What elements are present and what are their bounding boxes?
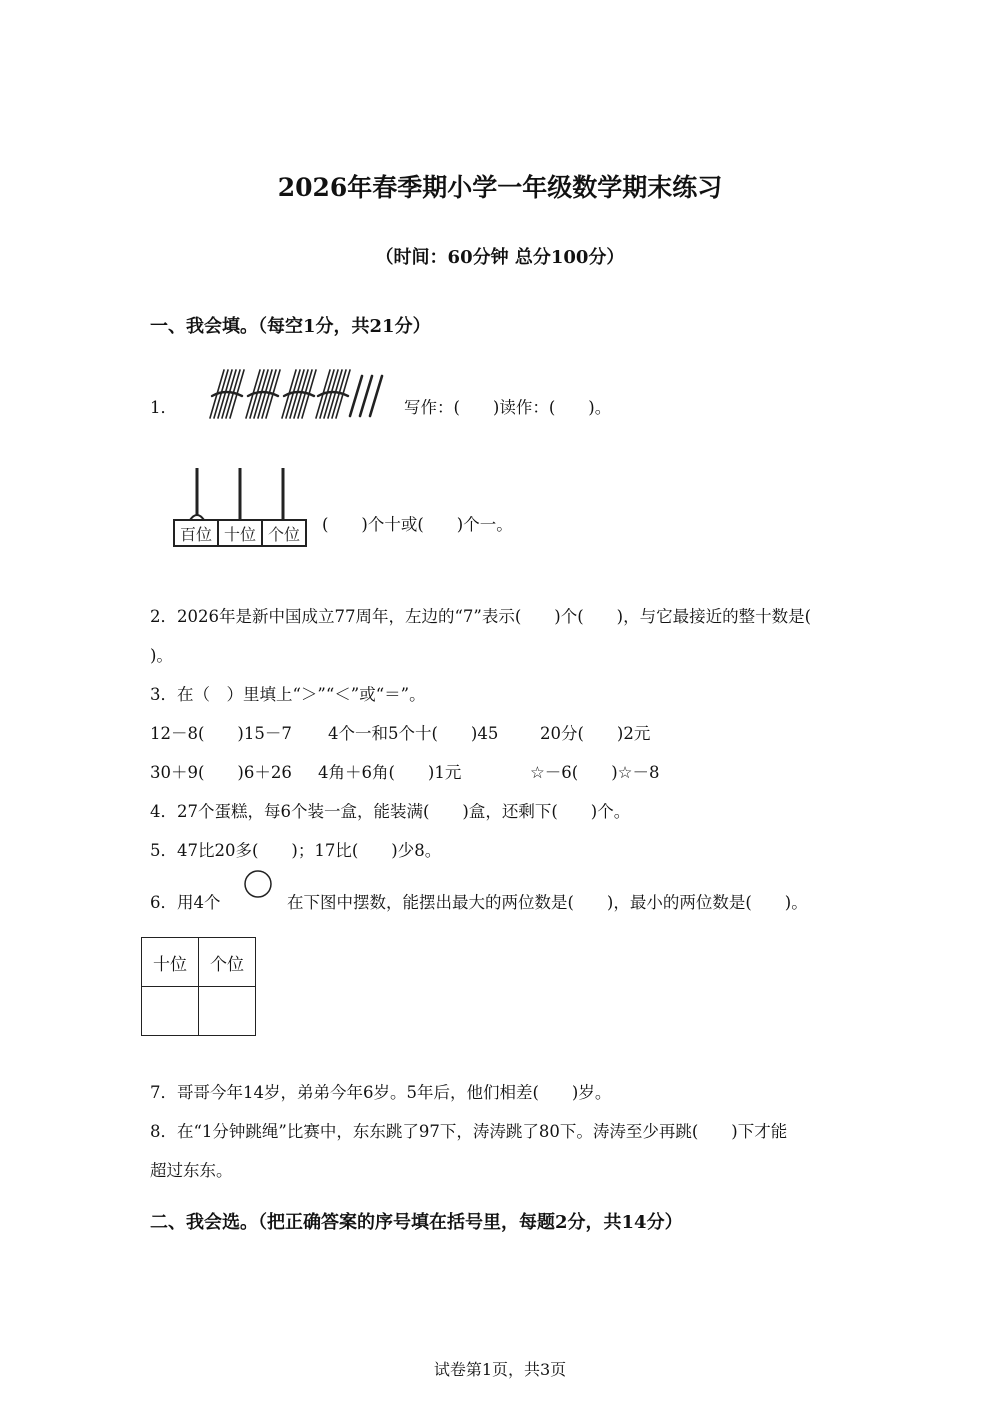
abacus-label-tens: 十位 — [223, 525, 257, 544]
q3-intro: 3．在（ ）里填上“＞”“＜”或“＝”。 — [150, 685, 426, 704]
q3-row2-b: 4角＋6角( )1元 — [318, 763, 462, 782]
q3-row2-a: 30＋9( )6＋26 — [150, 763, 292, 782]
q7: 7．哥哥今年14岁，弟弟今年6岁。5年后，他们相差( )岁。 — [150, 1083, 612, 1102]
q8-line-1: 8．在“1分钟跳绳”比赛中，东东跳了97下，涛涛跳了80下。涛涛至少再跳( )下才能 — [150, 1122, 788, 1141]
q6-suffix: 在下图中摆数，能摆出最大的两位数是( )，最小的两位数是( )。 — [287, 893, 808, 912]
page-title: 2026年春季期小学一年级数学期末练习 — [277, 173, 723, 202]
table-header-tens: 十位 — [142, 938, 199, 987]
section-2-heading: 二、我会选。（把正确答案的序号填在括号里，每题2分，共14分） — [150, 1212, 683, 1233]
q3-row2-c: ☆－6( )☆－8 — [530, 763, 660, 782]
q1-abacus-question: ( )个十或( )个一。 — [322, 515, 513, 534]
q1-write-read: 写作：( )读作：( )。 — [404, 398, 612, 417]
q4: 4．27个蛋糕，每6个装一盒，能装满( )盒，还剩下( )个。 — [150, 802, 631, 821]
single-stick-icon — [350, 376, 382, 416]
table-cell-tens — [142, 987, 199, 1036]
place-value-table — [141, 937, 256, 1036]
q2-line-1: 2．2026年是新中国成立77周年，左边的“7”表示( )个( )，与它最接近的整十数是( — [150, 607, 812, 626]
circle-icon — [242, 870, 274, 900]
stick-bundle-icon — [316, 370, 350, 418]
stick-bundle-icon — [210, 370, 244, 418]
q5: 5．47比20多( )；17比( )少8。 — [150, 841, 442, 860]
table-header-ones: 个位 — [199, 938, 256, 987]
q6-prefix: 6．用4个 — [150, 893, 221, 912]
abacus-label-hundreds: 百位 — [179, 525, 213, 544]
q8-line-2: 超过东东。 — [150, 1161, 233, 1180]
q2-line-2: )。 — [150, 646, 173, 665]
abacus-label-ones: 个位 — [267, 525, 301, 544]
q1-number: 1． — [150, 398, 177, 417]
section-1-heading: 一、我会填。（每空1分，共21分） — [150, 316, 431, 337]
stick-bundle-icon — [282, 370, 316, 418]
q3-row1-c: 20分( )2元 — [540, 724, 651, 743]
table-cell-ones — [199, 987, 256, 1036]
stick-bundle-icon — [246, 370, 280, 418]
q3-row1-b: 4个一和5个十( )45 — [328, 724, 499, 743]
q3-row1-a: 12－8( )15－7 — [150, 724, 292, 743]
exam-info: （时间：60分钟 总分100分） — [375, 247, 625, 268]
page-footer: 试卷第1页，共3页 — [433, 1360, 567, 1379]
stick-bundles-icon — [200, 366, 392, 422]
abacus-icon — [172, 464, 308, 550]
